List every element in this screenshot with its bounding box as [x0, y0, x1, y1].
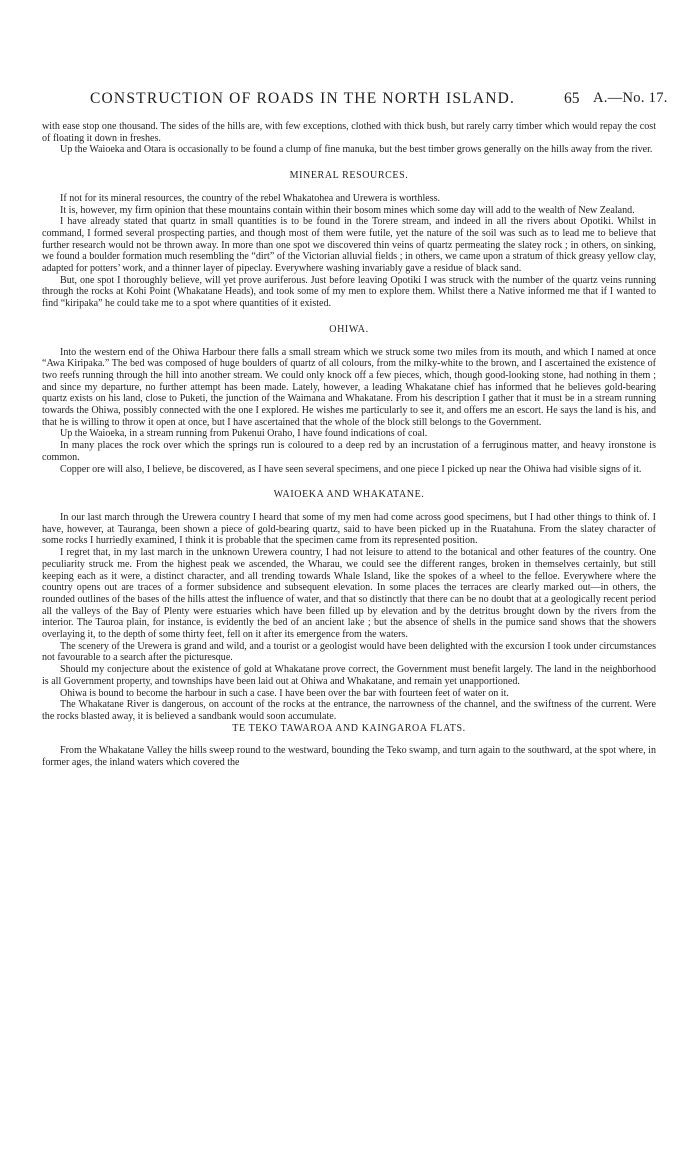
- paragraph: with ease stop one thousand. The sides of the hills are, with few exceptions, clothed with thick bush, but rarely carry timber which would repay the cost of floating it down in freshes.: [42, 121, 656, 144]
- running-title: CONSTRUCTION OF ROADS IN THE NORTH ISLAND.: [90, 90, 516, 107]
- paragraph: I have already stated that quartz in small quantities is to be found in the Torere stream, and indeed in all the rivers about Opotiki. Whilst in command, I formed several prospecting parties, and though most of them were futile, yet the nature of the soil was such as to lead me to believe that further research would not be thrown away. In more than one spot we discovered thin veins of quartz permeating the slatey rock ; in others, on sinking, we found a boulder formation much resembling the “dirt” of the Victorian alluvial fields ; in others, we came upon a stratum of thick greasy yellow clay, adapted for potters’ work, and a thinner layer of pipeclay. Everywhere washing invariably gave a residue of black sand.: [42, 216, 656, 275]
- paragraph: In many places the rock over which the springs run is coloured to a deep red by an incrustation of a ferruginous matter, and heavy ironstone is common.: [42, 440, 656, 463]
- paragraph: The Whakatane River is dangerous, on account of the rocks at the entrance, the narrowness of the channel, and the swiftness of the current. Were the rocks blasted away, it is believed a sandbank would soon accumulate.: [42, 699, 656, 722]
- page-header: [40, 90, 682, 112]
- paragraph: It is, however, my firm opinion that these mountains contain within their bosom mines which some day will add to the wealth of New Zealand.: [60, 204, 635, 216]
- intro-section: [42, 121, 656, 156]
- page-body: [42, 121, 656, 769]
- paragraph: But, one spot I thoroughly believe, will yet prove auriferous. Just before leaving Opotiki I was struck with the number of the quartz veins running through the rocks at Kohi Point (Whakatane Heads), and took some of my men to explore them. Whilst there a Native informed me that if I wanted to find “kiripaka” he could take me to a spot where quantities of it existed.: [42, 274, 656, 310]
- paragraph: If not for its mineral resources, the country of the rebel Whakatohea and Urewera is worthless.: [60, 192, 441, 204]
- paragraph: Into the western end of the Ohiwa Harbour there falls a small stream which we struck some two miles from its mouth, and which I named at once “Awa Kiripaka.” The bed was composed of huge boulders of quartz of all colours, from the milky-white to the brown, and I ascertained the existence of two reefs running through the hill into another stream. We could only knock off a few pieces, which, though good-looking stone, had nothing in them ; and since my departure, no further attempt has been made. Lately, however, a leading Whakatane chief has informed that he believes gold-bearing quartz exists on his land, close to Puketi, the junction of the Waimana and Whakatane. From his description I gather that it must be in a stream running towards the Ohiwa, possibly connected with the one I explored. He wishes me particularly to see it, and offers me an escort. He says the land is his, and that he is willing to throw it open at once, but I have ascertained that the whole of the block still belongs to the Government.: [42, 346, 656, 428]
- section-heading: MINERAL RESOURCES.: [289, 170, 409, 182]
- paragraph: The scenery of the Urewera is grand and wild, and a tourist or a geologist would have been delighted with the excursion I took under circumstances not favourable to a search after the picturesque.: [42, 640, 656, 664]
- page-number: 65: [564, 90, 580, 107]
- paragraph: Should my conjecture about the existence of gold at Whakatane prove correct, the Government must benefit largely. The land in the neighborhood is all Government property, and townships have been laid out at Ohiwa and Whakatane, and remain yet unapportioned.: [42, 664, 656, 687]
- paragraph: I regret that, in my last march in the unknown Urewera country, I had not leisure to attend to the botanical and other features of the country. One peculiarity struck me. From the highest peak we ascended, the Wharau, we could see the different ranges, broken in themselves certainly, but still keeping each as it were, a distinct character, and all trending towards Whale Island, like the spokes of a wheel to the felloe. Everywhere where the country opens out are traces of a former subsidence and subsequent elevation. In some places the terraces are clearly marked out—in others, the rounded outlines of the bases of the hills attest the influence of water, and that so distinctly that there can be no doubt that at a geologically recent period all the valleys of the Bay of Plenty were estuaries which have been filled up by elevation and by the detritus brought down by the rivers from the interior. The Tauroa plain, for instance, is evidently the bed of an ancient lake ; but the absence of shells in the pumice sand shows that the showers overlaying it, to the depth of some thirty feet, fell on it after its emergence from the waters.: [42, 547, 656, 641]
- section-ohiwa: [42, 324, 656, 475]
- paragraph: Up the Waioeka and Otara is occasionally to be found a clump of fine manuka, but the best timber grows generally on the hills away from the river.: [60, 144, 653, 156]
- paragraph: In our last march through the Urewera country I heard that some of my men had come across good specimens, but I had other things to think of. I have, however, at Tauranga, been shown a piece of gold-bearing quartz, said to have been picked up in the Ruatahuna. From the slatey character of some rocks I hurriedly examined, I think it is probable that the specimen came from its represented position.: [42, 511, 656, 547]
- paragraph: Up the Waioeka, in a stream running from Pukenui Oraho, I have found indications of coal.: [60, 428, 428, 440]
- section-heading: TE TEKO TAWAROA AND KAINGAROA FLATS.: [232, 722, 466, 734]
- section-waioeka-whakatane: [42, 489, 656, 722]
- paragraph: From the Whakatane Valley the hills sweep round to the westward, bounding the Teko swamp, and turn again to the southward, at the spot where, in former ages, the inland waters which covered the: [42, 745, 656, 769]
- paragraph: Ohiwa is bound to become the harbour in such a case. I have been over the bar with fourteen feet of water on it.: [60, 687, 509, 699]
- section-mineral-resources: [42, 170, 656, 310]
- section-heading: WAIOEKA AND WHAKATANE.: [273, 489, 425, 501]
- paragraph: Copper ore will also, I believe, be discovered, as I have seen several specimens, and one piece I picked up near the Ohiwa had visible signs of it.: [60, 463, 642, 475]
- document-number: A.—No. 17.: [593, 90, 668, 106]
- section-te-teko-flats: [42, 723, 656, 769]
- section-heading: OHIWA.: [329, 323, 369, 335]
